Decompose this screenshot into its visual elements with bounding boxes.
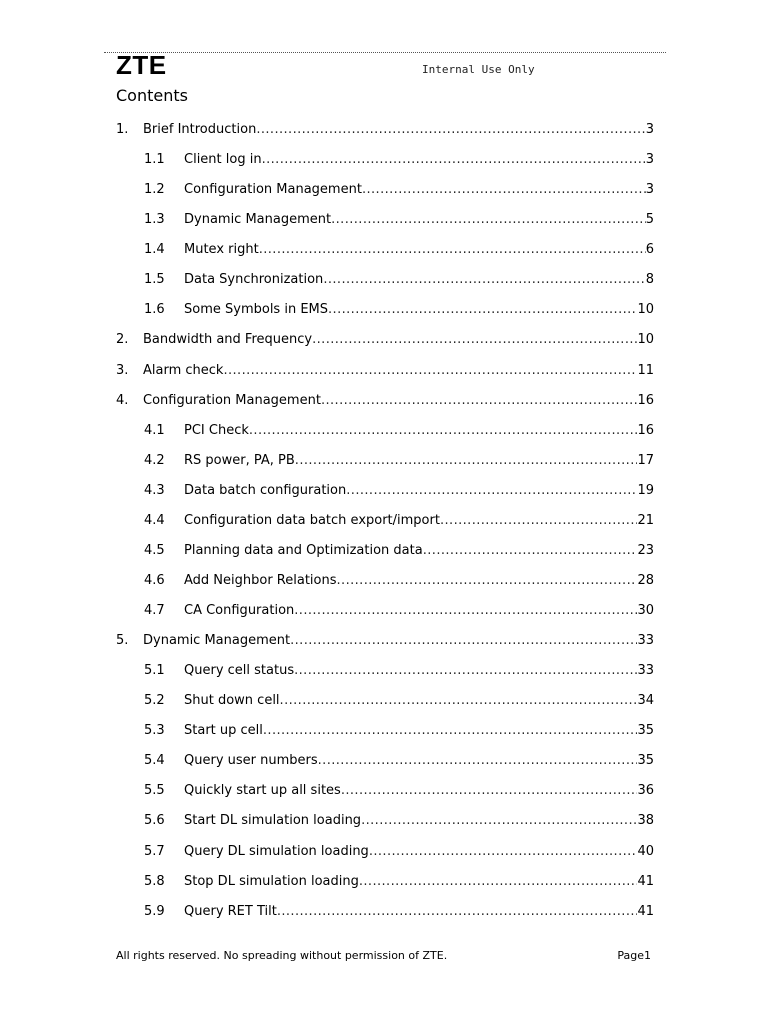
toc-entry-page: 16 [637, 422, 654, 438]
toc-entry-line [184, 272, 654, 288]
toc-entry-page: 5 [645, 212, 654, 228]
toc-entry-number: 5.3 [144, 723, 165, 739]
toc-entry-title[interactable]: Query RET Tilt [184, 903, 277, 919]
toc-entry-number: 1.3 [144, 212, 165, 228]
toc-entry-number: 4.1 [144, 422, 165, 438]
toc-dot-leader [263, 723, 638, 739]
toc-dot-leader [361, 813, 637, 829]
toc-dot-leader [312, 332, 637, 348]
toc-entry[interactable] [116, 543, 654, 573]
toc-entry-title[interactable]: Mutex right [184, 242, 259, 258]
toc-entry-page: 19 [637, 482, 654, 498]
toc-entry[interactable] [116, 423, 654, 453]
toc-entry-page: 3 [645, 152, 654, 168]
toc-entry-number: 4. [116, 392, 129, 408]
toc-entry-line [184, 844, 654, 860]
toc-entry-title[interactable]: Data batch configuration [184, 482, 347, 498]
toc-entry[interactable] [116, 363, 654, 393]
toc-entry-page: 38 [637, 813, 654, 829]
toc-dot-leader [440, 513, 637, 529]
toc-entry[interactable] [116, 844, 654, 874]
toc-entry-number: 4.2 [144, 452, 165, 468]
toc-entry-line [184, 874, 654, 890]
table-of-contents [116, 122, 654, 934]
toc-entry-page: 33 [637, 663, 654, 679]
toc-entry[interactable] [116, 242, 654, 272]
toc-dot-leader [256, 122, 645, 138]
toc-entry-line [184, 182, 654, 198]
toc-entry-number: 1. [116, 122, 129, 137]
toc-dot-leader [321, 393, 638, 409]
toc-entry-number: 4.6 [144, 572, 165, 588]
toc-entry-title[interactable]: Stop DL simulation loading [184, 873, 359, 889]
toc-entry-title[interactable]: Planning data and Optimization data [184, 542, 423, 558]
toc-entry-line [184, 723, 654, 739]
toc-dot-leader [295, 453, 638, 469]
toc-entry-line [184, 603, 654, 619]
toc-dot-leader [294, 603, 637, 619]
toc-entry-line [184, 543, 654, 559]
toc-entry-title[interactable]: RS power, PA, PB [184, 452, 295, 468]
toc-entry-page: 35 [637, 723, 654, 739]
toc-entry-page: 10 [637, 332, 654, 348]
toc-entry[interactable] [116, 302, 654, 332]
toc-entry-line [184, 453, 654, 469]
toc-entry-title[interactable]: Query cell status [184, 663, 295, 679]
toc-entry[interactable] [116, 182, 654, 212]
toc-entry-line [143, 633, 654, 649]
toc-entry[interactable] [116, 633, 654, 663]
toc-dot-leader [423, 543, 638, 559]
toc-entry[interactable] [116, 152, 654, 182]
toc-entry-number: 3. [116, 362, 129, 378]
header-dotted-rule [104, 52, 666, 53]
toc-entry-title[interactable]: Client log in [184, 152, 262, 168]
toc-entry-page: 28 [637, 572, 654, 588]
toc-entry-page: 41 [637, 873, 654, 889]
toc-entry-title[interactable]: Start up cell [184, 723, 263, 739]
toc-entry-number: 5.9 [144, 903, 165, 919]
toc-entry-page: 30 [637, 603, 654, 618]
toc-dot-leader [259, 242, 646, 258]
toc-entry[interactable] [116, 573, 654, 603]
toc-entry-number: 4.5 [144, 542, 165, 558]
toc-entry-number: 1.4 [144, 242, 165, 258]
toc-entry-line [184, 783, 654, 799]
toc-entry-number: 1.1 [144, 152, 165, 168]
toc-entry-line [143, 332, 654, 348]
toc-entry-page: 8 [645, 272, 654, 288]
toc-entry-page: 11 [637, 362, 654, 378]
toc-entry-line [184, 242, 654, 258]
toc-entry-line [184, 573, 654, 589]
toc-entry-line [143, 363, 654, 379]
toc-entry[interactable] [116, 212, 654, 242]
toc-dot-leader [328, 302, 637, 318]
toc-entry-page: 17 [637, 452, 654, 468]
toc-entry-line [143, 393, 654, 409]
toc-entry-title[interactable]: Start DL simulation loading [184, 813, 362, 829]
toc-entry-title[interactable]: Brief Introduction [143, 122, 257, 137]
toc-entry-number: 4.3 [144, 482, 165, 498]
toc-dot-leader [337, 573, 638, 589]
toc-entry-line [184, 904, 654, 920]
toc-entry-page: 6 [645, 242, 654, 258]
toc-entry-line [184, 693, 654, 709]
toc-entry-page: 3 [645, 182, 654, 198]
toc-dot-leader [341, 783, 638, 799]
toc-entry-title[interactable]: Shut down cell [184, 693, 280, 709]
toc-entry-number: 1.6 [144, 302, 165, 318]
toc-dot-leader [277, 904, 638, 920]
toc-entry-line [184, 212, 654, 228]
toc-entry-number: 5.7 [144, 843, 165, 859]
toc-dot-leader [323, 272, 645, 288]
toc-entry-number: 5.5 [144, 783, 165, 799]
toc-dot-leader [290, 633, 637, 649]
toc-entry-page: 16 [637, 392, 654, 408]
toc-entry[interactable] [116, 122, 654, 152]
toc-entry-number: 5.6 [144, 813, 165, 829]
toc-entry-title[interactable]: Some Symbols in EMS [184, 302, 328, 318]
toc-entry-title[interactable]: Configuration Management [184, 182, 362, 198]
zte-logo: ZTE [116, 50, 167, 80]
toc-entry-page: 35 [637, 753, 654, 769]
toc-entry-line [184, 483, 654, 499]
toc-entry-number: 4.7 [144, 603, 165, 618]
toc-entry-number: 5.8 [144, 873, 165, 889]
toc-dot-leader [280, 693, 638, 709]
toc-entry-title[interactable]: Data Synchronization [184, 272, 324, 288]
toc-entry-page: 3 [645, 122, 654, 137]
toc-entry-title[interactable]: Query DL simulation loading [184, 843, 369, 859]
toc-entry-line [143, 122, 654, 138]
toc-entry-page: 23 [637, 542, 654, 558]
toc-entry[interactable] [116, 513, 654, 543]
toc-entry[interactable] [116, 332, 654, 362]
toc-entry-page: 34 [637, 693, 654, 709]
toc-entry-title[interactable]: Quickly start up all sites [184, 783, 341, 799]
toc-entry-line [184, 513, 654, 529]
toc-dot-leader [262, 152, 646, 168]
toc-entry-page: 36 [637, 783, 654, 799]
toc-dot-leader [318, 753, 638, 769]
toc-entry-title[interactable]: CA Configuration [184, 603, 295, 618]
toc-entry-line [184, 663, 654, 679]
toc-entry-line [184, 423, 654, 439]
toc-entry[interactable] [116, 874, 654, 904]
toc-entry-title[interactable]: Query user numbers [184, 753, 318, 769]
toc-entry[interactable] [116, 753, 654, 783]
contents-heading: Contents [116, 86, 188, 105]
toc-entry[interactable] [116, 904, 654, 934]
toc-entry[interactable] [116, 693, 654, 723]
footer-notice: All rights reserved. No spreading without permission of ZTE. [116, 949, 448, 962]
toc-entry-title[interactable]: Alarm check [143, 362, 224, 378]
toc-dot-leader [362, 182, 646, 198]
toc-entry-page: 41 [637, 903, 654, 919]
toc-entry[interactable] [116, 272, 654, 302]
toc-entry-title[interactable]: Add Neighbor Relations [184, 572, 337, 588]
toc-entry-page: 33 [637, 633, 654, 649]
toc-entry-title[interactable]: Bandwidth and Frequency [143, 332, 313, 348]
toc-entry-page: 21 [637, 512, 654, 528]
classification-label: Internal Use Only [422, 63, 535, 76]
toc-dot-leader [359, 874, 638, 890]
toc-entry-line [184, 302, 654, 318]
toc-entry-title[interactable]: Dynamic Management [143, 633, 291, 649]
toc-entry[interactable] [116, 723, 654, 753]
toc-entry-number: 4.4 [144, 512, 165, 528]
footer-page-number: Page1 [617, 949, 651, 962]
toc-entry[interactable] [116, 453, 654, 483]
toc-entry-number: 2. [116, 332, 129, 348]
toc-entry[interactable] [116, 813, 654, 843]
toc-entry[interactable] [116, 393, 654, 423]
toc-entry-number: 1.2 [144, 182, 165, 198]
toc-dot-leader [294, 663, 637, 679]
toc-entry[interactable] [116, 663, 654, 693]
toc-entry[interactable] [116, 483, 654, 513]
toc-entry-page: 40 [637, 843, 654, 859]
toc-entry-title[interactable]: PCI Check [184, 422, 249, 438]
toc-entry-number: 5.1 [144, 663, 165, 679]
toc-dot-leader [249, 423, 638, 439]
toc-entry-number: 5.4 [144, 753, 165, 769]
toc-dot-leader [331, 212, 646, 228]
toc-entry-number: 5.2 [144, 693, 165, 709]
toc-entry-line [184, 813, 654, 829]
toc-entry[interactable] [116, 603, 654, 633]
toc-dot-leader [369, 844, 638, 860]
toc-entry-line [184, 753, 654, 769]
toc-entry-number: 5. [116, 633, 129, 649]
toc-entry-line [184, 152, 654, 168]
toc-entry-title[interactable]: Configuration Management [143, 392, 321, 408]
toc-entry-number: 1.5 [144, 272, 165, 288]
toc-entry-page: 10 [637, 302, 654, 318]
toc-entry-title[interactable]: Dynamic Management [184, 212, 332, 228]
toc-entry[interactable] [116, 783, 654, 813]
toc-dot-leader [223, 363, 637, 379]
toc-dot-leader [346, 483, 637, 499]
toc-entry-title[interactable]: Configuration data batch export/import [184, 512, 440, 528]
